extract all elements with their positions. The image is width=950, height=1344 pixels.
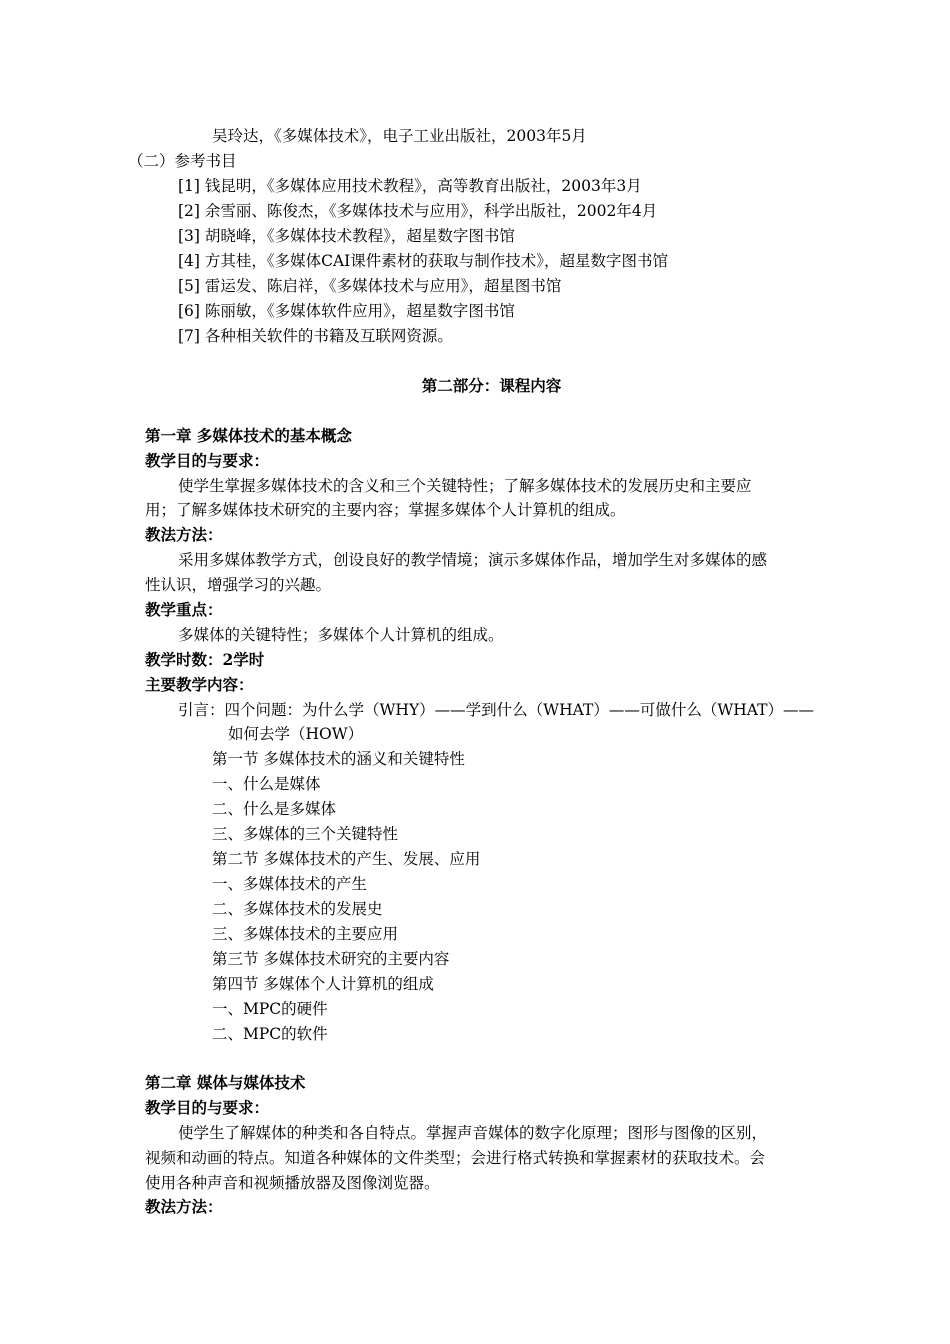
chapter1-goals-text: 使学生掌握多媒体技术的含义和三个关键特性；了解多媒体技术的发展历史和主要应 [178, 477, 752, 495]
outline-section: 第四节 多媒体个人计算机的组成 [212, 975, 434, 993]
reference-item: [5] 雷运发、陈启祥，《多媒体技术与应用》，超星图书馆 [178, 277, 562, 295]
chapter1-method-text: 性认识，增强学习的兴趣。 [145, 576, 332, 594]
outline-item: 二、MPC的软件 [212, 1025, 328, 1043]
chapter1-intro: 引言：四个问题：为什么学（WHY）——学到什么（WHAT）——可做什么（WHAT）—— [178, 701, 814, 719]
chapter2-method-label: 教法方法： [145, 1197, 223, 1216]
outline-item: 二、多媒体技术的发展史 [212, 900, 383, 918]
chapter2-goals-text: 使学生了解媒体的种类和各自特点。掌握声音媒体的数字化原理；图形与图像的区别， [178, 1124, 768, 1142]
outline-item: 三、多媒体技术的主要应用 [212, 925, 399, 943]
outline-section: 第三节 多媒体技术研究的主要内容 [212, 950, 450, 968]
reference-item: [2] 余雪丽、陈俊杰，《多媒体技术与应用》，科学出版社，2002年4月 [178, 202, 658, 220]
chapter1-title: 第一章 多媒体技术的基本概念 [145, 426, 352, 445]
chapter2-title: 第二章 媒体与媒体技术 [145, 1073, 306, 1092]
references-heading: （二）参考书目 [128, 152, 237, 170]
chapter1-content-label: 主要教学内容： [145, 675, 254, 694]
chapter1-focus-text: 多媒体的关键特性；多媒体个人计算机的组成。 [178, 626, 504, 644]
outline-section: 第二节 多媒体技术的产生、发展、应用 [212, 850, 481, 868]
chapter2-goals-label: 教学目的与要求： [145, 1098, 270, 1117]
chapter1-method-text: 采用多媒体教学方式，创设良好的教学情境；演示多媒体作品，增加学生对多媒体的感 [178, 551, 768, 569]
outline-item: 三、多媒体的三个关键特性 [212, 825, 399, 843]
reference-item: [1] 钱昆明，《多媒体应用技术教程》，高等教育出版社，2003年3月 [178, 177, 642, 195]
chapter1-focus-label: 教学重点： [145, 600, 223, 619]
chapter1-hours: 教学时数：2学时 [145, 650, 265, 669]
chapter1-method-label: 教法方法： [145, 525, 223, 544]
outline-item: 二、什么是多媒体 [212, 800, 337, 818]
chapter1-goals-label: 教学目的与要求： [145, 451, 270, 470]
chapter1-goals-text: 用；了解多媒体技术研究的主要内容；掌握多媒体个人计算机的组成。 [145, 501, 626, 519]
reference-item: [7] 各种相关软件的书籍及互联网资源。 [178, 327, 453, 345]
outline-section: 第一节 多媒体技术的涵义和关键特性 [212, 750, 465, 768]
outline-item: 一、多媒体技术的产生 [212, 875, 368, 893]
part-title: 第二部分：课程内容 [421, 376, 562, 395]
chapter1-intro: 如何去学（HOW） [228, 725, 364, 743]
reference-item: [4] 方其桂，《多媒体CAI课件素材的获取与制作技术》，超星数字图书馆 [178, 252, 669, 270]
outline-item: 一、MPC的硬件 [212, 1000, 328, 1018]
textbook-entry: 吴玲达，《多媒体技术》，电子工业出版社，2003年5月 [212, 127, 587, 145]
reference-item: [6] 陈丽敏，《多媒体软件应用》，超星数字图书馆 [178, 302, 515, 320]
chapter2-goals-text: 使用各种声音和视频播放器及图像浏览器。 [145, 1174, 440, 1192]
chapter2-goals-text: 视频和动画的特点。知道各种媒体的文件类型；会进行格式转换和掌握素材的获取技术。会 [145, 1149, 766, 1167]
outline-item: 一、什么是媒体 [212, 775, 321, 793]
reference-item: [3] 胡晓峰，《多媒体技术教程》，超星数字图书馆 [178, 227, 515, 245]
